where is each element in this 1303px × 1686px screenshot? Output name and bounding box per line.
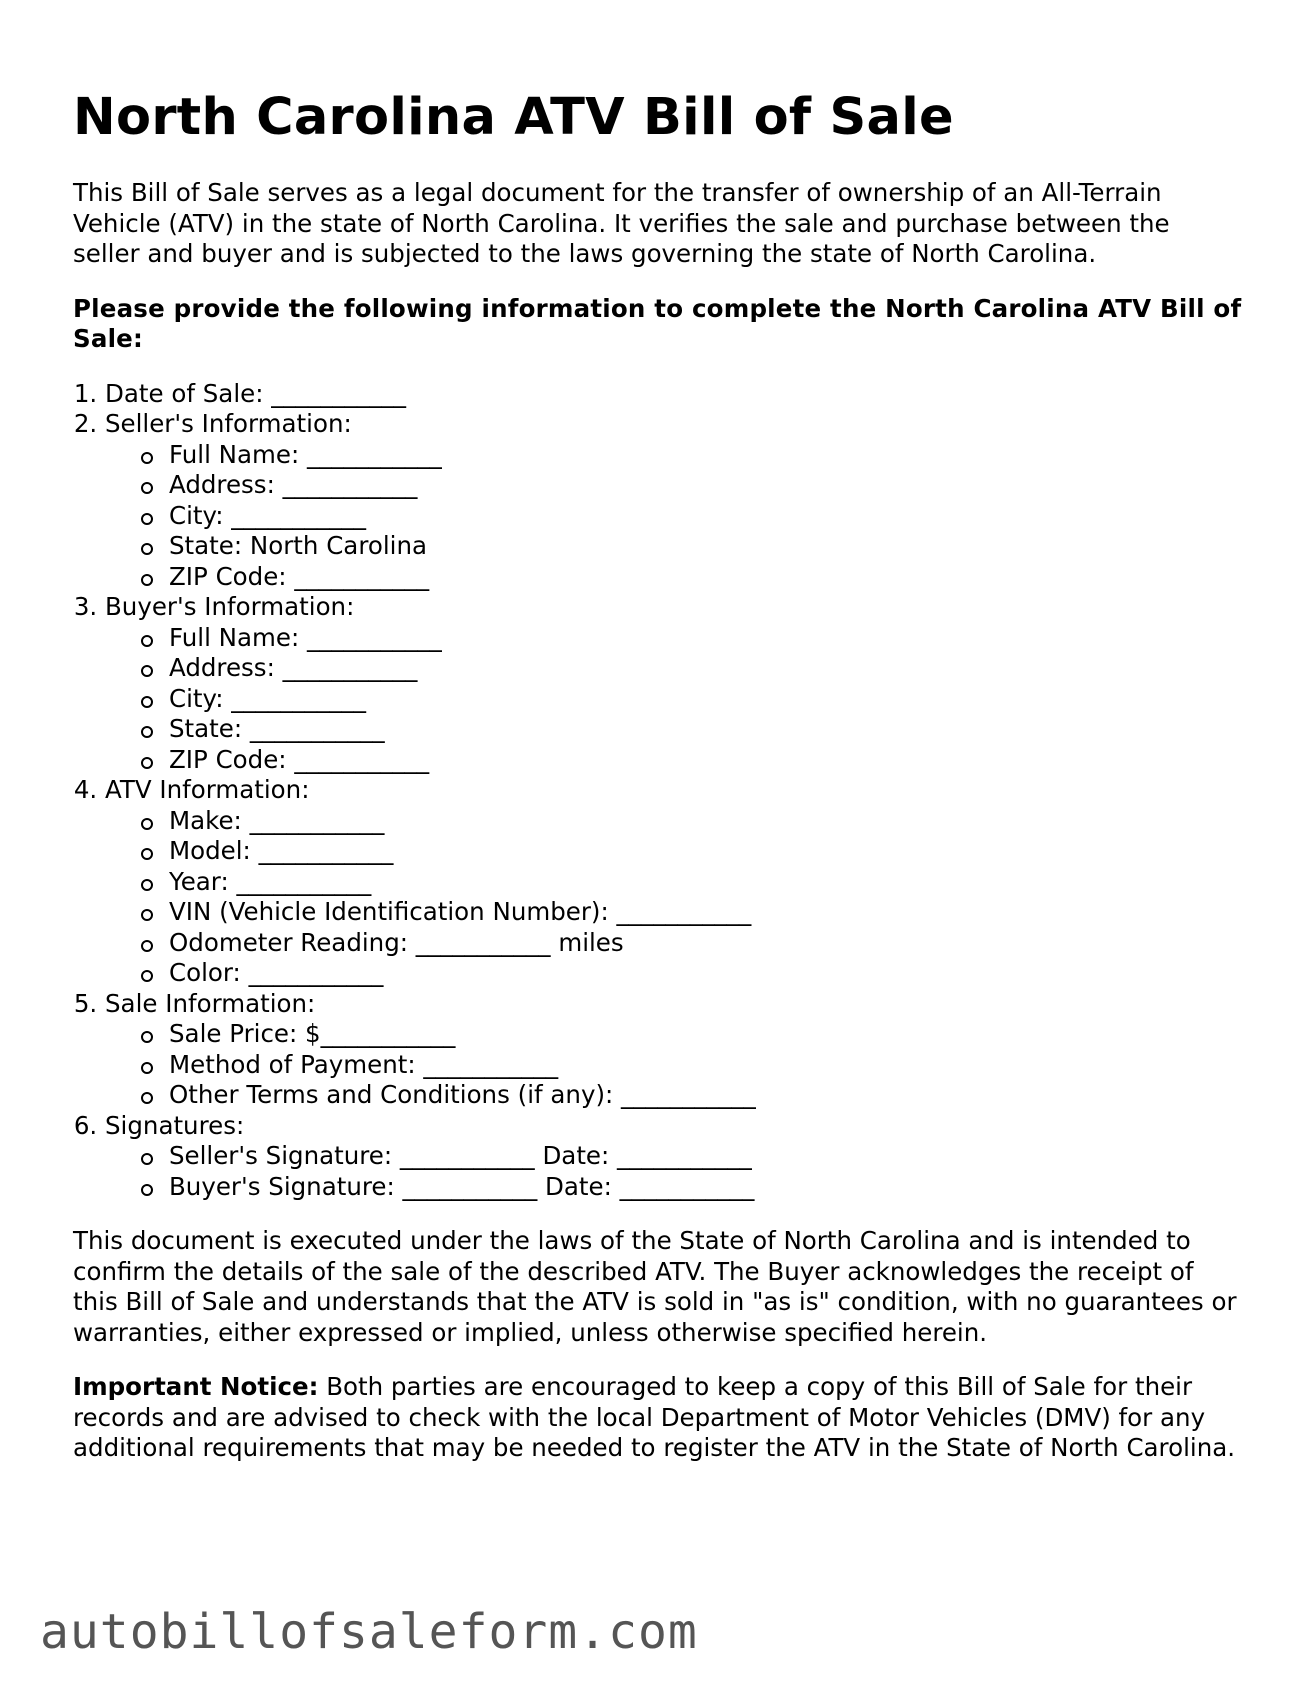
atv-model-field[interactable]: Model: ___________ [169,836,1243,867]
payment-method-field[interactable]: Method of Payment: ___________ [169,1050,1243,1081]
atv-year-field[interactable]: Year: ___________ [169,867,1243,898]
atv-odometer-field[interactable]: Odometer Reading: ___________ miles [169,928,1243,959]
closing-paragraph: This document is executed under the laws of the State of North Carolina and is intended to confirm the details of the sale of the described ATV. The Buyer acknowledges the receipt of this Bill of Sale and understands that the ATV is sold in "as is" condition, with no guarantees or warranties, either expressed or implied, unless otherwise specified herein. [73,1226,1237,1347]
buyer-info-list [105,623,1243,776]
buyer-full-name-field[interactable]: Full Name: ___________ [169,623,1243,654]
sale-info-heading: Sale Information: [105,988,316,1018]
buyer-zip-field[interactable]: ZIP Code: ___________ [169,745,1243,776]
seller-signature-field[interactable]: Seller's Signature: ___________ Date: ___________ [169,1141,1243,1172]
atv-make-field[interactable]: Make: ___________ [169,806,1243,837]
buyer-city-field[interactable]: City: ___________ [169,684,1243,715]
buyer-state-field[interactable]: State: ___________ [169,714,1243,745]
site-watermark: autobillofsaleform.com [40,1604,698,1660]
seller-info-section [105,409,1243,592]
seller-address-field[interactable]: Address: ___________ [169,470,1243,501]
seller-full-name-field[interactable]: Full Name: ___________ [169,440,1243,471]
intro-paragraph: This Bill of Sale serves as a legal document for the transfer of ownership of an All-Terrain Vehicle (ATV) in the state of North Carolina. It verifies the sale and purchase between the seller and buyer and is subjected to the laws governing the state of North Carolina. [73,178,1170,268]
instruction-heading: Please provide the following information to complete the North Carolina ATV Bill of Sale: [73,293,1242,353]
seller-info-list [105,440,1243,593]
seller-city-field[interactable]: City: ___________ [169,501,1243,532]
notice-label: Important Notice: [73,1372,319,1401]
date-of-sale-item [105,379,1243,410]
atv-vin-field[interactable]: VIN (Vehicle Identification Number): ___________ [169,897,1243,928]
date-of-sale-field[interactable]: Date of Sale: ___________ [105,378,406,408]
atv-info-list [105,806,1243,989]
seller-zip-field[interactable]: ZIP Code: ___________ [169,562,1243,593]
atv-color-field[interactable]: Color: ___________ [169,958,1243,989]
other-terms-field[interactable]: Other Terms and Conditions (if any): ___________ [169,1080,1243,1111]
atv-info-heading: ATV Information: [105,775,310,804]
document-title: North Carolina ATV Bill of Sale [73,88,954,147]
seller-state-field: State: North Carolina [169,531,1243,562]
document-page [73,88,1243,1488]
sale-info-list [105,1019,1243,1111]
sale-info-section [105,989,1243,1111]
important-notice [73,1372,1243,1464]
buyer-address-field[interactable]: Address: ___________ [169,653,1243,684]
signatures-heading: Signatures: [105,1110,245,1140]
buyer-info-heading: Buyer's Information: [105,592,355,621]
sale-price-field[interactable]: Sale Price: $___________ [169,1019,1243,1050]
buyer-signature-field[interactable]: Buyer's Signature: ___________ Date: ___________ [169,1172,1243,1203]
buyer-info-section [105,592,1243,775]
seller-info-heading: Seller's Information: [105,409,352,438]
form-field-list [73,379,1243,1203]
signatures-section [105,1111,1243,1203]
notice-text: Both parties are encouraged to keep a copy of this Bill of Sale for their records and are advised to check with the local Department of Motor Vehicles (DMV) for any additional requirements that may be needed to register the ATV in the State of North Carolina. [73,1372,1236,1462]
atv-info-section [105,775,1243,989]
signatures-list [105,1141,1243,1202]
